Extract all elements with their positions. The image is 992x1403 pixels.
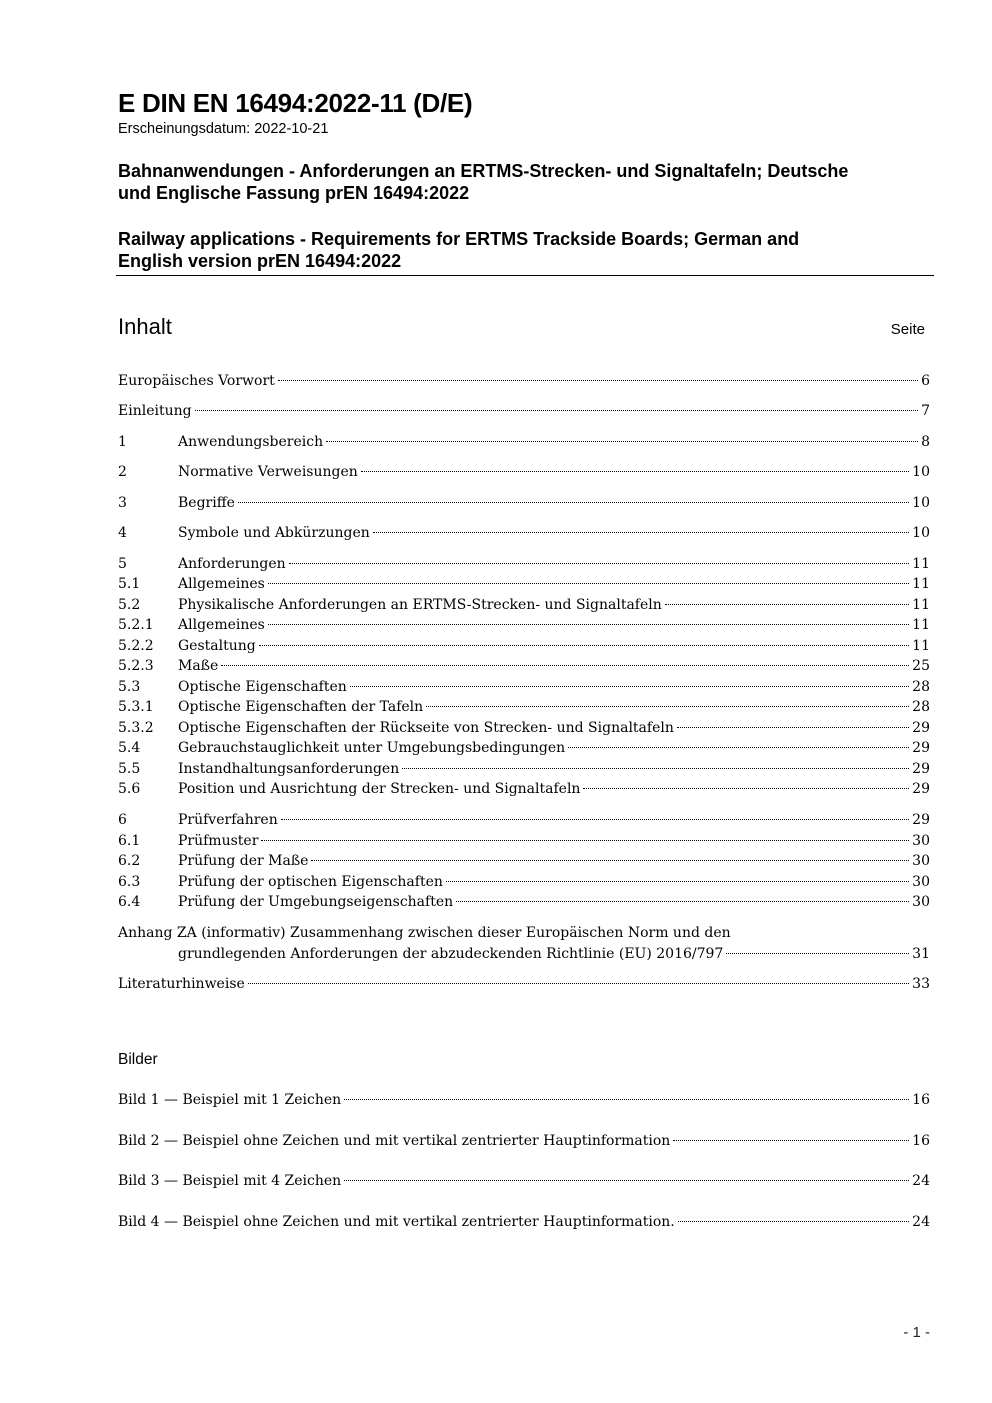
title-english-line-1: Railway applications - Requirements for ERTMS Trackside Boards; German and [118,229,800,249]
toc-entry[interactable]: 5.6 Position und Ausrichtung der Strecken- und Signaltafeln 29 [118,781,930,797]
toc-entry[interactable]: 5.1 Allgemeines 11 [118,576,930,592]
toc-entry[interactable]: Europäisches Vorwort 6 [118,373,930,389]
toc-annex-line-2[interactable]: grundlegenden Anforderungen der abzudeckenden Richtlinie (EU) 2016/797 31 [178,946,930,962]
figure-list-entry[interactable]: Bild 1 — Beispiel mit 1 Zeichen 16 [118,1092,930,1108]
title-german-line-2: und Englische Fassung prEN 16494:2022 [118,183,470,203]
page-number: - 1 - [903,1324,930,1341]
toc-entry[interactable]: 5.5 Instandhaltungsanforderungen 29 [118,761,930,777]
toc-entry[interactable]: 5.3.1 Optische Eigenschaften der Tafeln 28 [118,699,930,715]
toc-entry[interactable]: 5.2 Physikalische Anforderungen an ERTMS-Strecken- und Signaltafeln 11 [118,597,930,613]
toc-entry-literatur[interactable]: Literaturhinweise 33 [118,976,930,992]
title-english-line-2: English version prEN 16494:2022 [118,251,402,271]
toc-entry[interactable]: 5 Anforderungen 11 [118,556,930,572]
toc-heading: Inhalt [118,314,172,339]
toc-entry[interactable]: 4 Symbole und Abkürzungen 10 [118,525,930,541]
figure-list-entry[interactable]: Bild 3 — Beispiel mit 4 Zeichen 24 [118,1173,930,1189]
toc-entry[interactable]: 5.3.2 Optische Eigenschaften der Rückseite von Strecken- und Signaltafeln 29 [118,720,930,736]
toc-entry[interactable]: 1 Anwendungsbereich 8 [118,434,930,450]
publication-date: Erscheinungsdatum: 2022-10-21 [118,121,329,137]
toc-annex-line-1[interactable]: Anhang ZA (informativ) Zusammenhang zwischen dieser Europäischen Norm und den [118,925,731,941]
toc-page-column-label: Seite [890,321,925,338]
title-german-line-1: Bahnanwendungen - Anforderungen an ERTMS-Strecken- und Signaltafeln; Deutsche [118,161,849,181]
figures-heading: Bilder [118,1051,158,1068]
toc-entry[interactable]: 6 Prüfverfahren 29 [118,812,930,828]
table-of-contents [118,0,930,1403]
toc-entry[interactable]: Einleitung 7 [118,403,930,419]
toc-entry[interactable]: 5.4 Gebrauchstauglichkeit unter Umgebungsbedingungen 29 [118,740,930,756]
figure-list-entry[interactable]: Bild 4 — Beispiel ohne Zeichen und mit vertikal zentrierter Hauptinformation. 24 [118,1214,930,1230]
toc-entry[interactable]: 5.2.2 Gestaltung 11 [118,638,930,654]
toc-entry[interactable]: 5.2.3 Maße 25 [118,658,930,674]
toc-entry[interactable]: 2 Normative Verweisungen 10 [118,464,930,480]
toc-entry[interactable]: 6.1 Prüfmuster 30 [118,833,930,849]
toc-entry[interactable]: 6.4 Prüfung der Umgebungseigenschaften 30 [118,894,930,910]
toc-entry[interactable]: 6.2 Prüfung der Maße 30 [118,853,930,869]
figure-list-entry[interactable]: Bild 2 — Beispiel ohne Zeichen und mit vertikal zentrierter Hauptinformation 16 [118,1133,930,1149]
document-id: E DIN EN 16494:2022-11 (D/E) [118,88,473,118]
toc-entry[interactable]: 5.3 Optische Eigenschaften 28 [118,679,930,695]
toc-entry[interactable]: 6.3 Prüfung der optischen Eigenschaften 30 [118,874,930,890]
toc-entry[interactable]: 5.2.1 Allgemeines 11 [118,617,930,633]
toc-entry[interactable]: 3 Begriffe 10 [118,495,930,511]
